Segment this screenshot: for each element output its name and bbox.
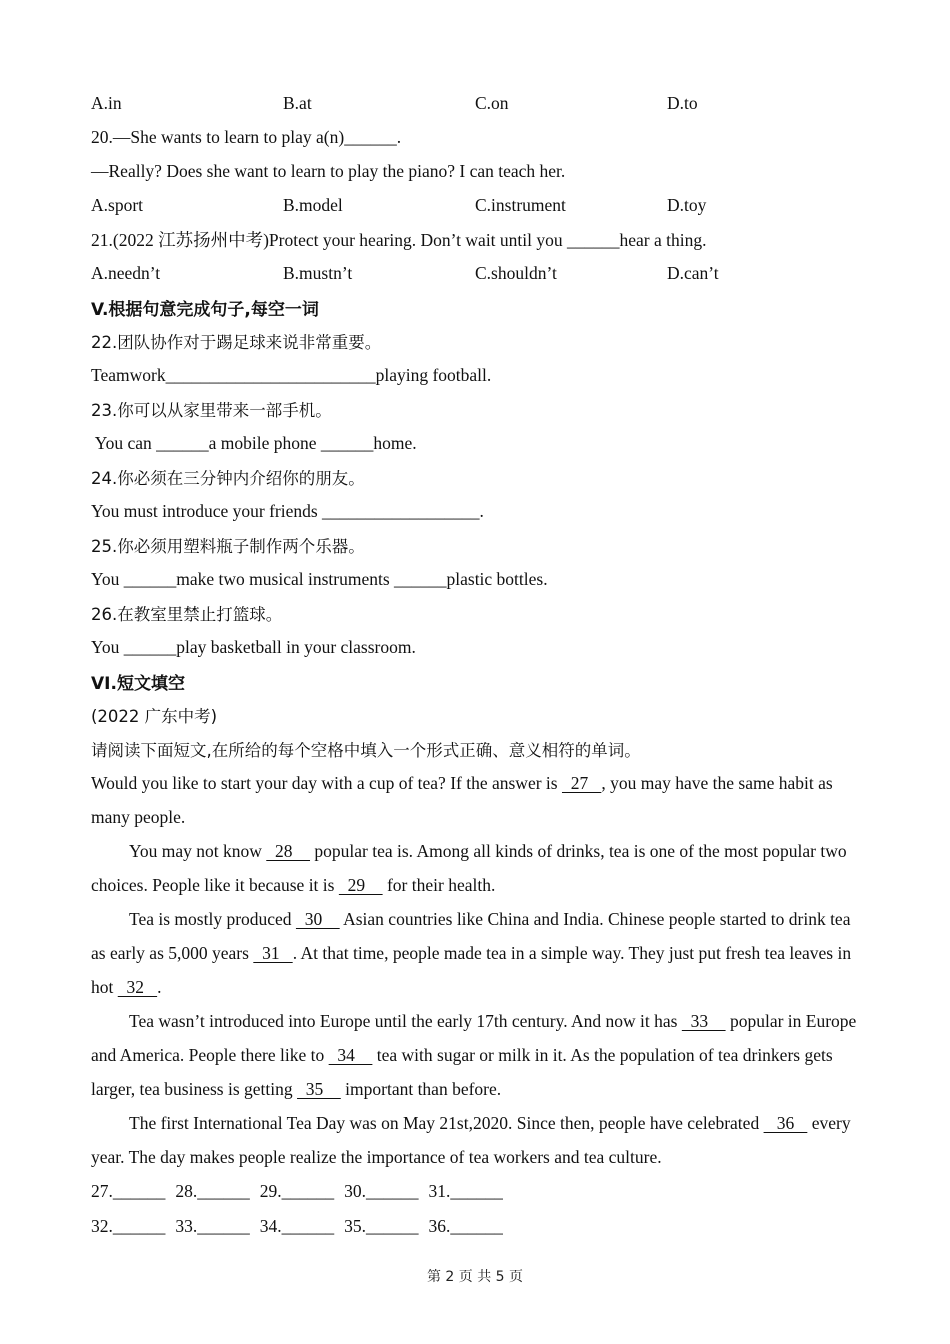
section-5-heading: V.根据句意完成句子,每空一词 bbox=[91, 299, 319, 320]
passage-paragraph-2: You may not know 28 popular tea is. Among all kinds of drinks, tea is one of the most popular two choices. People like it because it is 29 for their health. bbox=[91, 841, 847, 895]
answer-blank: 29.______ bbox=[259, 1181, 335, 1201]
blank-30: 30 bbox=[295, 909, 340, 929]
option: D.can’t bbox=[667, 262, 719, 283]
passage-source: (2022 广东中考) bbox=[91, 707, 218, 726]
blank-32: 32 bbox=[117, 977, 158, 997]
q22-chinese: 22.团队协作对于踢足球来说非常重要。 bbox=[91, 333, 382, 352]
q20-stem: 20.—She wants to learn to play a(n)______. bbox=[91, 126, 402, 147]
answer-blank: 27.______ bbox=[91, 1181, 166, 1201]
answer-blank: 34.______ bbox=[259, 1216, 335, 1236]
answer-blank: 36.______ bbox=[428, 1216, 503, 1236]
document-page bbox=[91, 86, 866, 1244]
q22-english: Teamwork________________________playing football. bbox=[91, 364, 492, 385]
q20-options bbox=[91, 188, 866, 222]
blank-31: 31 bbox=[253, 943, 293, 963]
q24-chinese: 24.你必须在三分钟内介绍你的朋友。 bbox=[91, 469, 365, 488]
q24-english: You must introduce your friends __________________. bbox=[91, 500, 484, 521]
blank-29: 29 bbox=[338, 875, 383, 895]
blank-27: 27 bbox=[561, 773, 602, 793]
option: C.shouldn’t bbox=[475, 262, 557, 283]
q26-english: You ______play basketball in your classroom. bbox=[91, 636, 416, 657]
q21-stem: 21.(2022 江苏扬州中考)Protect your hearing. Don’t wait until you ______hear a thing. bbox=[91, 229, 707, 250]
passage-paragraph-5: The first International Tea Day was on May 21st,2020. Since then, people have celebrated 36 every year. The day makes people realize the importance of tea workers and tea culture. bbox=[91, 1113, 851, 1167]
option: C.instrument bbox=[475, 194, 566, 215]
blank-33: 33 bbox=[681, 1011, 726, 1031]
answer-blank: 33.______ bbox=[175, 1216, 250, 1236]
q20-line2: —Really? Does she want to learn to play the piano? I can teach her. bbox=[91, 160, 566, 181]
answer-blank: 28.______ bbox=[175, 1181, 250, 1201]
blank-35: 35 bbox=[297, 1079, 341, 1099]
option: D.to bbox=[667, 92, 698, 113]
option: A.in bbox=[91, 92, 122, 113]
option: C.on bbox=[475, 92, 509, 113]
q23-chinese: 23.你可以从家里带来一部手机。 bbox=[91, 401, 332, 420]
q25-chinese: 25.你必须用塑料瓶子制作两个乐器。 bbox=[91, 537, 365, 556]
answer-row-1 bbox=[91, 1174, 866, 1209]
option: A.sport bbox=[91, 194, 144, 215]
page-footer: 第 2 页 共 5 页 bbox=[426, 1269, 524, 1285]
passage-paragraph-1: Would you like to start your day with a cup of tea? If the answer is 27 , you may have the same habit as many people. bbox=[91, 773, 833, 827]
option: B.model bbox=[283, 194, 343, 215]
answer-row-2 bbox=[91, 1209, 866, 1244]
q26-chinese: 26.在教室里禁止打篮球。 bbox=[91, 605, 283, 624]
blank-28: 28 bbox=[266, 841, 311, 861]
option: D.toy bbox=[667, 194, 707, 215]
passage-paragraph-3: Tea is mostly produced 30 Asian countries like China and India. Chinese people started to drink tea as early as 5,000 years 31 . At that time, people made tea in a simple way. They just put fresh tea leaves in hot 32 . bbox=[91, 909, 852, 997]
q19-options bbox=[91, 86, 866, 120]
answer-blank: 35.______ bbox=[344, 1216, 419, 1236]
option: B.mustn’t bbox=[283, 262, 353, 283]
answer-blank: 32.______ bbox=[91, 1216, 166, 1236]
option: B.at bbox=[283, 92, 312, 113]
q23-english: You can ______a mobile phone ______home. bbox=[91, 432, 417, 453]
blank-36: 36 bbox=[763, 1113, 808, 1133]
q21-options bbox=[91, 256, 866, 290]
q25-english: You ______make two musical instruments ______plastic bottles. bbox=[91, 568, 548, 589]
answer-blank: 30.______ bbox=[344, 1181, 419, 1201]
option: A.needn’t bbox=[91, 262, 161, 283]
section-6-heading: VI.短文填空 bbox=[91, 673, 185, 694]
blank-34: 34 bbox=[328, 1045, 373, 1065]
answer-blank: 31.______ bbox=[428, 1181, 503, 1201]
passage-instruction: 请阅读下面短文,在所给的每个空格中填入一个形式正确、意义相符的单词。 bbox=[91, 741, 641, 760]
passage-paragraph-4: Tea wasn’t introduced into Europe until the early 17th century. And now it has 33 popular in Europe and America. People there like to 34 tea with sugar or milk in it. As the population of tea drinkers gets larger, tea business is getting 35 important than before. bbox=[91, 1011, 857, 1099]
